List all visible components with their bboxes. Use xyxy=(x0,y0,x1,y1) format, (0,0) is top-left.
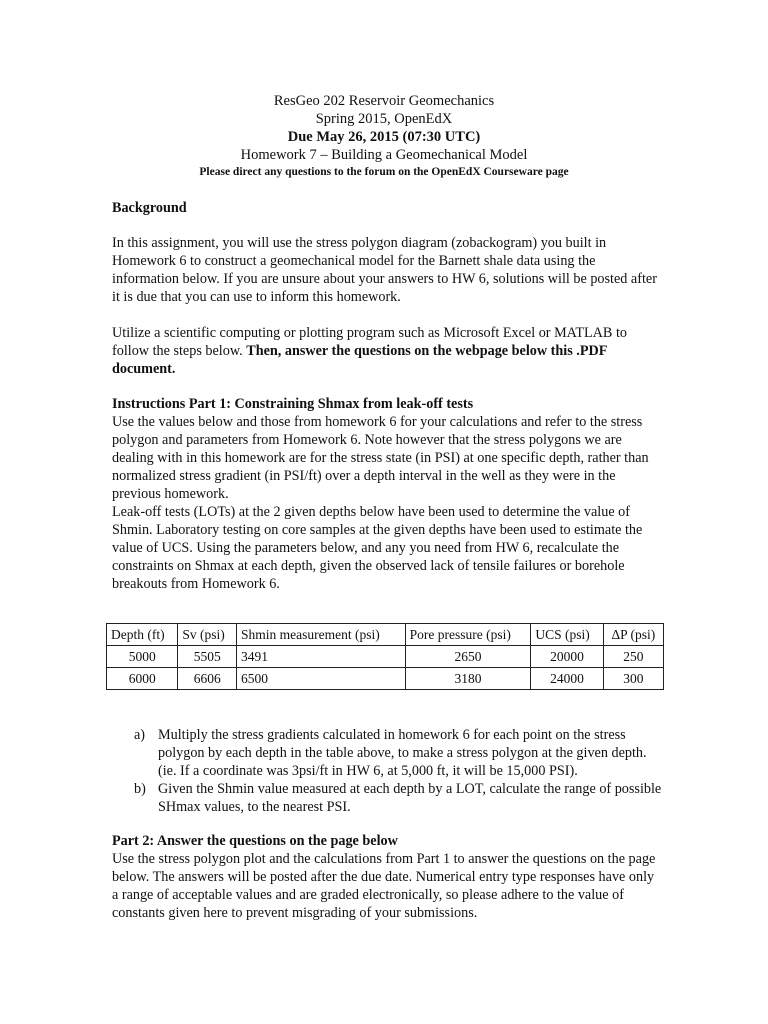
table-cell: 2650 xyxy=(405,646,531,668)
document-header xyxy=(0,92,768,180)
part1-heading: Instructions Part 1: Constraining Shmax from leak-off tests xyxy=(112,396,474,412)
table-header-cell: UCS (psi) xyxy=(531,624,603,646)
part1-lot-block xyxy=(112,503,657,593)
part1-paragraph-2: Leak-off tests (LOTs) at the 2 given depths below have been used to determine the value of Shmin. Laboratory testing on core samples at the given depths have been used to estimate the value of UCS. Using the parameters below, and any you need from HW 6, recalculate the constraints on Shmax at each depth, given the observed lack of tensile failures or borehole breakouts from Homework 6. xyxy=(112,504,643,592)
table-cell: 6000 xyxy=(107,668,178,690)
term-line: Spring 2015, OpenEdX xyxy=(315,111,453,127)
parameters-table xyxy=(106,623,664,690)
list-item-text: Multiply the stress gradients calculated in homework 6 for each point on the stress polygon by each depth in the table above, to make a stress polygon at the given depth. (ie. If a coordinate was 3psi/ft in HW 6, at 5,000 ft, it will be 15,000 PSI). xyxy=(158,727,647,779)
list-marker: a) xyxy=(134,727,146,743)
table-cell: 250 xyxy=(603,646,663,668)
forum-note: Please direct any questions to the forum on the OpenEdX Courseware page xyxy=(199,166,569,178)
table-row xyxy=(107,646,664,668)
part2-heading: Part 2: Answer the questions on the page below xyxy=(112,833,398,849)
table-cell: 3180 xyxy=(405,668,531,690)
part2-block xyxy=(112,832,657,922)
table-header-cell: Sv (psi) xyxy=(178,624,237,646)
table-cell: 24000 xyxy=(531,668,603,690)
background-paragraph-1: In this assignment, you will use the stress polygon diagram (zobackogram) you built in Homework 6 to construct a geomechanical model for the Barnett shale data using the information below. If you are unsure about your answers to HW 6, solutions will be posted after it is due that you can use to inform this homework. xyxy=(112,235,657,305)
homework-title: Homework 7 – Building a Geomechanical Model xyxy=(240,147,528,163)
list-item xyxy=(134,780,664,816)
table-header-cell: Pore pressure (psi) xyxy=(405,624,531,646)
due-date: Due May 26, 2015 (07:30 UTC) xyxy=(287,129,481,145)
table-header-cell: Depth (ft) xyxy=(107,624,178,646)
background-paragraph-1-block xyxy=(112,234,657,306)
table-header-cell: Shmin measurement (psi) xyxy=(237,624,406,646)
instruction-list xyxy=(134,726,664,816)
background-paragraph-2-block xyxy=(112,324,657,378)
list-item xyxy=(134,726,664,780)
background-paragraph-2-normal: Utilize a scientific computing or plotting program such as Microsoft Excel or MATLAB to follow the steps below. xyxy=(112,325,627,359)
table-cell: 6606 xyxy=(178,668,237,690)
list-item-text: Given the Shmin value measured at each depth by a LOT, calculate the range of possible SHmax values, to the nearest PSI. xyxy=(158,781,662,815)
table-header-cell: ΔP (psi) xyxy=(603,624,663,646)
table-header-row xyxy=(107,624,664,646)
part1-paragraph-1: Use the values below and those from homework 6 for your calculations and refer to the stress polygon and parameters from Homework 6. Note however that the stress polygons we are dealing with in this homework are for the stress state (in PSI) at one specific depth, rather than normalized stress gradient (in PSI/ft) over a depth interval in the well as they were in the previous homework. xyxy=(112,414,649,502)
course-title: ResGeo 202 Reservoir Geomechanics xyxy=(273,93,495,109)
list-marker: b) xyxy=(134,781,146,797)
table-cell: 3491 xyxy=(237,646,406,668)
table-cell: 20000 xyxy=(531,646,603,668)
table-cell: 5505 xyxy=(178,646,237,668)
table-cell: 300 xyxy=(603,668,663,690)
background-heading: Background xyxy=(112,200,187,216)
table-cell: 6500 xyxy=(237,668,406,690)
background-paragraph-2 xyxy=(112,324,657,378)
part2-paragraph: Use the stress polygon plot and the calculations from Part 1 to answer the questions on the page below. The answers will be posted after the due date. Numerical entry type responses have only a range of acceptable values and are graded electronically, so please adhere to the value of constants given here to prevent misgrading of your submissions. xyxy=(112,851,656,921)
part1-block xyxy=(112,395,657,503)
background-paragraph-2-bold: Then, answer the questions on the webpage below this .PDF document. xyxy=(112,343,607,377)
table-cell: 5000 xyxy=(107,646,178,668)
table-row xyxy=(107,668,664,690)
background-heading-block xyxy=(112,199,657,217)
